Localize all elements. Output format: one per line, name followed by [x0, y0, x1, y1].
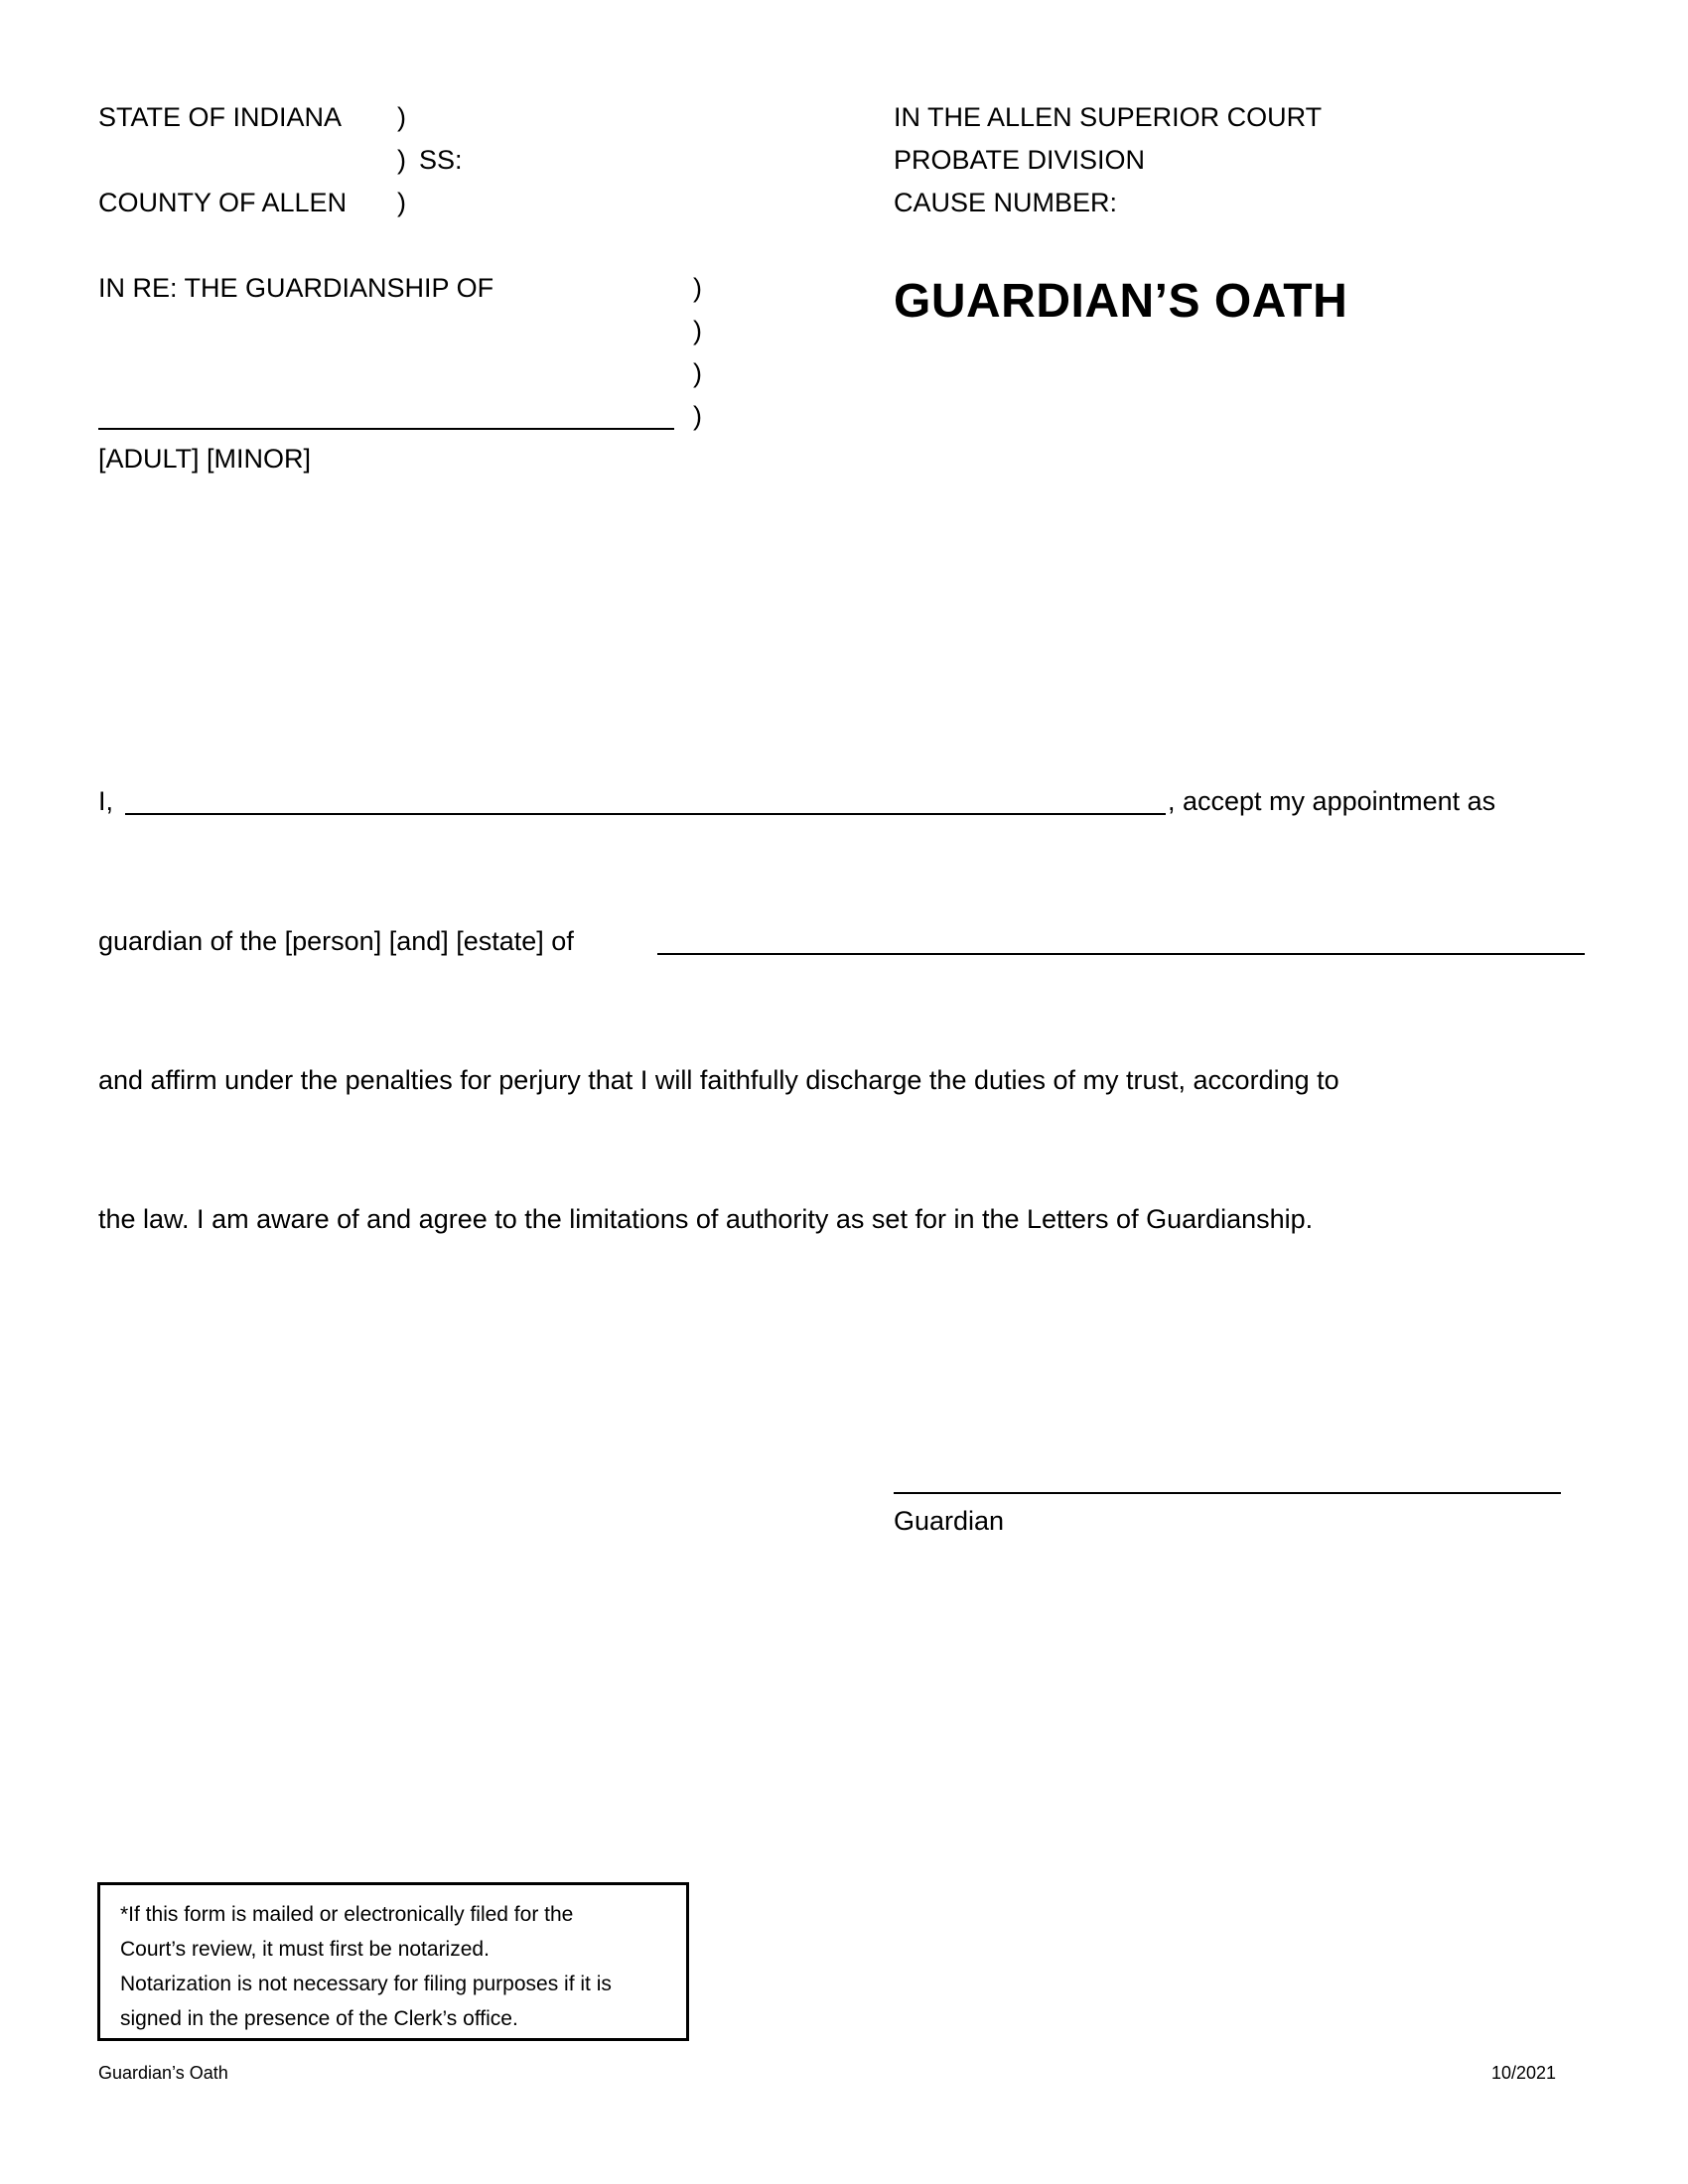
ward-name-line-body[interactable] — [657, 953, 1585, 955]
footer-form-name: Guardian’s Oath — [98, 2063, 228, 2083]
body-line2-prefix: guardian of the [person] [and] [estate] of — [98, 926, 574, 956]
notice-line: Notarization is not necessary for filing purposes if it is — [120, 1973, 612, 1995]
court-name: IN THE ALLEN SUPERIOR COURT — [894, 102, 1323, 132]
notarization-notice — [97, 1882, 689, 2041]
notice-line: signed in the presence of the Clerk’s office. — [120, 2007, 518, 2030]
guardian-name-line[interactable] — [125, 813, 1166, 815]
county-label: COUNTY OF ALLEN — [98, 188, 348, 217]
notice-line: Court’s review, it must first be notarized. — [120, 1938, 490, 1961]
footer-revision: 10/2021 — [1491, 2063, 1557, 2083]
body-line3: and affirm under the penalties for perjury that I will faithfully discharge the duties of my trust, according to — [98, 1065, 1339, 1095]
caption-paren: ) — [397, 102, 406, 132]
adult-minor-label: [ADULT] [MINOR] — [98, 444, 312, 474]
court-division: PROBATE DIVISION — [894, 145, 1146, 175]
cause-number-label: CAUSE NUMBER: — [894, 188, 1118, 217]
in-re-paren: ) — [693, 273, 702, 303]
body-line4: the law. I am aware of and agree to the limitations of authority as set for in the Letters of Guardianship. — [98, 1204, 1314, 1234]
caption-paren: ) — [397, 188, 406, 217]
signature-label: Guardian — [894, 1506, 1005, 1536]
body-line1-suffix: , accept my appointment as — [1168, 786, 1496, 816]
state-label: STATE OF INDIANA — [98, 102, 343, 132]
signature-line[interactable] — [894, 1492, 1561, 1494]
notice-line: *If this form is mailed or electronically filed for the — [120, 1903, 574, 1926]
in-re-paren: ) — [693, 401, 702, 431]
in-re-paren: ) — [693, 358, 702, 388]
document-title: GUARDIAN’S OATH — [894, 275, 1348, 328]
body-line1-prefix: I, — [98, 786, 114, 816]
caption-paren: ) — [397, 145, 406, 175]
ss-label: SS: — [419, 145, 463, 175]
ward-name-line[interactable] — [98, 428, 674, 430]
in-re-label: IN RE: THE GUARDIANSHIP OF — [98, 273, 494, 303]
in-re-paren: ) — [693, 316, 702, 345]
